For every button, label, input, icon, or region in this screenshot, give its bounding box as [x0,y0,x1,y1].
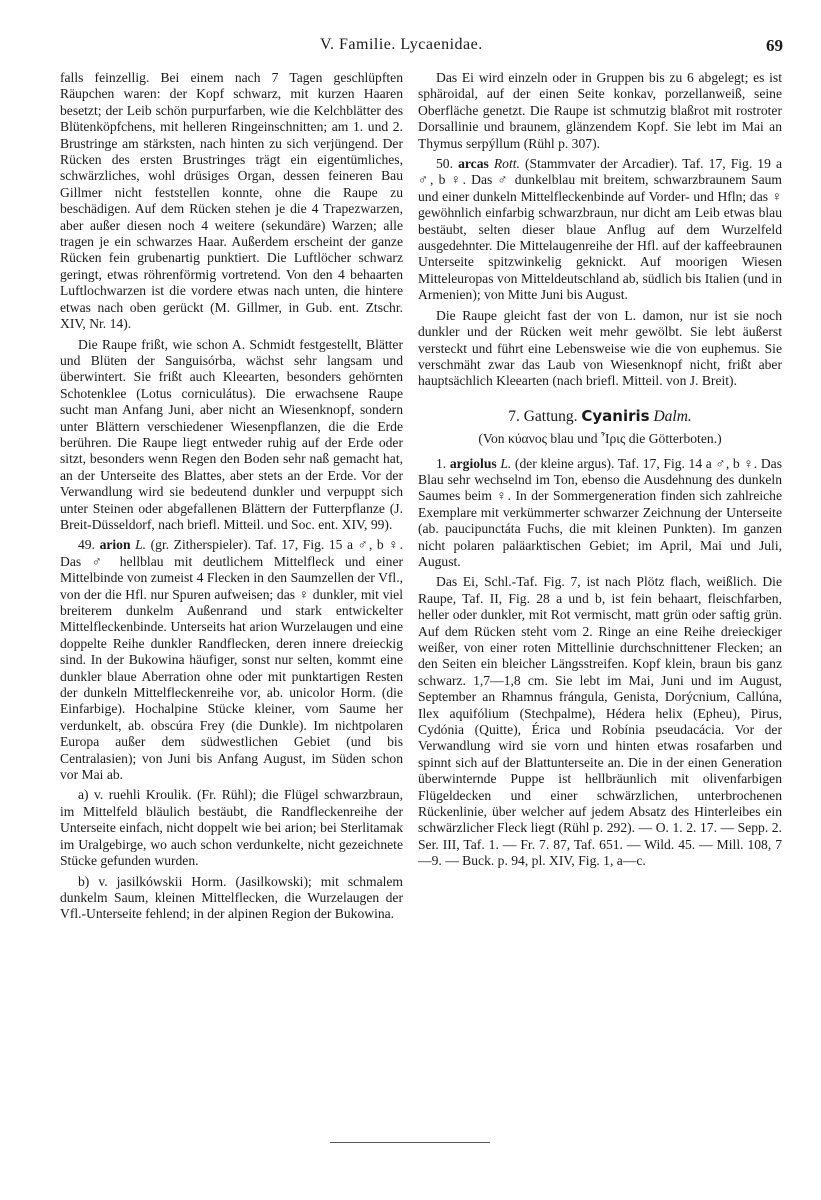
paragraph: falls feinzellig. Bei einem nach 7 Tagen geschlüpften Räupchen waren: der Kopf schwarz, mit kurzen Haaren besetzt; der Leib schön purpurfarben, wie die Kelchblätter des Blütenköpfchens, mit helleren Ringeinschnitten; am 1. und 2. Brustringe am stärksten, nach hinten zu sich verjüngend. Der Rücken des ersten Brustringes trägt ein eigentümliches, schwärzliches, wohl drüsiges Organ, dessen feineren Bau Gillmer nicht feststellen konnte, ohne die Raupe zu beschädigen. Auf dem Rücken stehen je die 4 Trapezwarzen, aber außer diesen noch 4 weitere (sekundäre) Warzen; alle tragen je ein schwarzes Haar. Außerdem erscheint der ganze Rücken fein grubenartig punktiert. Die Luftlöcher schwarz geringt, etwas röhrenförmig vortretend. Von den 4 behaarten Luftlochwarzen ist die vordere etwas nach unten, die hintere etwas nach oben gerückt (M. Gillmer, in Gub. ent. Ztschr. XIV, Nr. 14). [60,70,403,332]
paragraph: Die Raupe frißt, wie schon A. Schmidt festgestellt, Blätter und Blüten der Sanguisórba, wächst sehr langsam und überwintert. Sie frißt auch Kleearten, besonders gehörnten Schotenklee (Lotus corniculátus). Die erwachsene Raupe sucht man Anfang Juni, aber nicht an Wiesenknopf, sondern unter Blättern verschiedener Wiesenpflanzen, die die Erde berühren. Die Raupe liegt entweder ruhig auf der Erde oder sitzt, besonders wenn Regen den Boden sehr naß gemacht hat, an der Unterseite des Blattes, aber stets an der Erde. Vor der Verwandlung wird sie bedeutend dunkler und verpuppt sich unter Steinen oder abgefallenen Blättern der Futterpflanze (J. Breit-Düsseldorf, nach briefl. Mitteil. und Soc. ent. XIV, 99). [60,336,403,532]
right-column [418,70,782,1130]
species-author: L. [135,537,147,553]
paragraph: Das Ei, Schl.-Taf. Fig. 7, ist nach Plötz flach, weißlich. Die Raupe, Taf. II, Fig. 28 a und b, ist fein behaart, fleischfarben, heller oder dunkler, mit Rot vermischt, matt grün oder saftig grün. Auf dem Rücken steht vom 2. Ringe an eine Reihe dreieckiger weißer, von einer roten Mittellinie durchschnittener Flecken; an den Seiten ein bleicher Längsstreifen. Kopf klein, braun bis ganz schwarz. 1,7—1,8 cm. Sie lebt im Mai, Juni und im August, September an Rhamnus frángula, Genista, Dorýcnium, Callúna, Ilex aquifólium (Stechpalme), Hédera helix (Epheu), Pirus, Cydónia (Quitte), Érica und Robínia pseudacácia. Vor der Verwandlung wird sie vorn und hinten etwas rosafarben und spinnt sich auf der Blattunterseite an. Die in der einen Generation überwinternde Puppe ist hellbräunlich mit olivenfarbigen Flügeldecken und einer schwärzlichen, unterbrochenen Rückenlinie, über welcher auf jedem Absatz des Hinterleibes ein schwärzlicher Fleck liegt (Rühl p. 292). — O. 1. 2. 17. — Sepp. 2. Ser. III, Taf. 1. — Fr. 7. 87, Taf. 651. — Wild. 45. — Mill. 108, 7—9. — Buck. p. 94, pl. XIV, Fig. 1, a—c. [418,574,782,869]
genus-name: Cyaniris [581,406,650,425]
header-title: V. Familie. Lycaenidae. [320,36,483,53]
paragraph: Die Raupe gleicht fast der von L. damon, nur ist sie noch dunkler und der Rücken weit mehr gewölbt. Sie lebt äußerst versteckt und führt eine Lebensweise wie die von euphemus. Sie verschmäht zwar das Laub von Wiesenknopf nicht, frißt aber hauptsächlich Kleearten (nach briefl. Mitteil. von J. Breit). [418,307,782,389]
species-text: (Stammvater der Arcadier). Taf. 17, Fig. 19 a ♂, b ♀. Das ♂ dunkelblau mit breitem, schwarzbraunem Saum und einer dunkeln Mittelfleckenbinde auf Vorder- und Hfln; das ♀ gewöhnlich einfarbig schwarzbraun, nur dicht am Leib etwas blau bestäubt, selten dieser blaue Anflug auf dem Wurzelfeld ausgedehnter. Die Mittelaugenreihe der Hfl. auf der kaffeebraunen Unterseite spitzwinkelig geknickt. Auf moorigen Wiesen Mitteleuropas von Mitteldeutschland ab, südlich bis Italien (und in Armenien); von Mitte Juni bis August. [418,156,782,303]
species-number: 1. [436,455,447,471]
species-author: Rott. [493,156,520,172]
genus-etymology: (Von κύανος blau und Ἶρις die Götterboten.) [478,431,722,447]
species-name: argiolus [449,455,497,471]
species-text: (der kleine argus). Taf. 17, Fig. 14 a ♂, b ♀. Das Blau sehr wechselnd im Ton, ebenso die Ausdehnung des dunkeln Saumes beim ♀. In der Sommergeneration finden sich zahlreiche Exemplare mit verkümmerter schwarzer Zeichnung der Unterseite (ab. paucipunctáta Fuchs, die mit kleinen Punkten). Im ganzen nicht polaren paläarktischen Gebiet; im April, Mai und Juli, August. [418,455,782,569]
species-number: 50. [436,156,453,172]
species-author: L. [500,455,512,471]
paragraph: Das Ei wird einzeln oder in Gruppen bis zu 6 abgelegt; es ist sphäroidal, auf der einen Seite konkav, porzellanweiß, seine Oberfläche genetzt. Die Raupe ist schmutzig blaßrot mit rostroter Dorsallinie und braunem, glänzendem Kopf. Sie lebt im Mai an Thymus serpýllum (Rühl p. 307). [418,70,782,151]
species-entry [60,537,403,783]
page-number: 69 [766,36,783,55]
species-name: arion [99,537,131,553]
genus-heading [418,408,782,425]
genus-author: Dalm. [653,407,692,425]
species-number: 49. [78,537,95,553]
species-name: arcas [458,156,489,172]
running-header [0,34,821,60]
footer-divider [330,1142,490,1143]
genus-number: 7. Gattung. [508,407,578,425]
species-entry [418,456,782,571]
species-entry [418,156,782,304]
species-text: (gr. Zitherspieler). Taf. 17, Fig. 15 a ♂, b ♀. Das ♂ hellblau mit deutlichem Mittelfleck und einer Mittelbinde von zumeist 4 Flecken in den Saumzellen der Vfl., von der die Hfl. nur Spuren aufweisen; das ♀ dunkler, mit viel breiterem dunkelm Außenrand und stark entwickelter Mittelfleckenbinde. Unterseits hat arion Wurzelaugen und eine doppelte Reihe dunkler Randflecken, deren innere dreieckig sind. In der Bukowina häufiger, sonst nur selten, kommt eine dunkler blaue Aberration ohne oder mit punktartigen Resten der dunkeln Mittelfleckenreihe vor, ab. unicolor Horm. (die Einfarbige). Hochalpine Stücke kleiner, vom Saume her verdunkelt, ab. obscúra Frey (die Dunkle). Im nichtpolaren Europa außer dem südwestlichen Gebiet (und bis Centralasien); von Juni bis Anfang August, im Süden schon vor Mai ab. [60,537,403,783]
variety-entry: a) v. ruehli Kroulik. (Fr. Rühl); die Flügel schwarzbraun, im Mittelfeld bläulich bestäubt, die Randfleckenreihe der Unterseite einfach, nicht doppelt wie bei arion; bei Sterlitamak im Uralgebirge, wo auch schon verdunkelte, nicht gezeichnete Stücke gefunden wurden. [60,787,403,869]
left-column [60,70,403,1130]
variety-entry: b) v. jasilkówskii Horm. (Jasilkowski); mit schmalem dunkelm Saum, kleinen Mittelflecken, die Wurzelaugen der Vfl.-Unterseite fehlend; in der alpinen Region der Bukowina. [60,873,403,922]
